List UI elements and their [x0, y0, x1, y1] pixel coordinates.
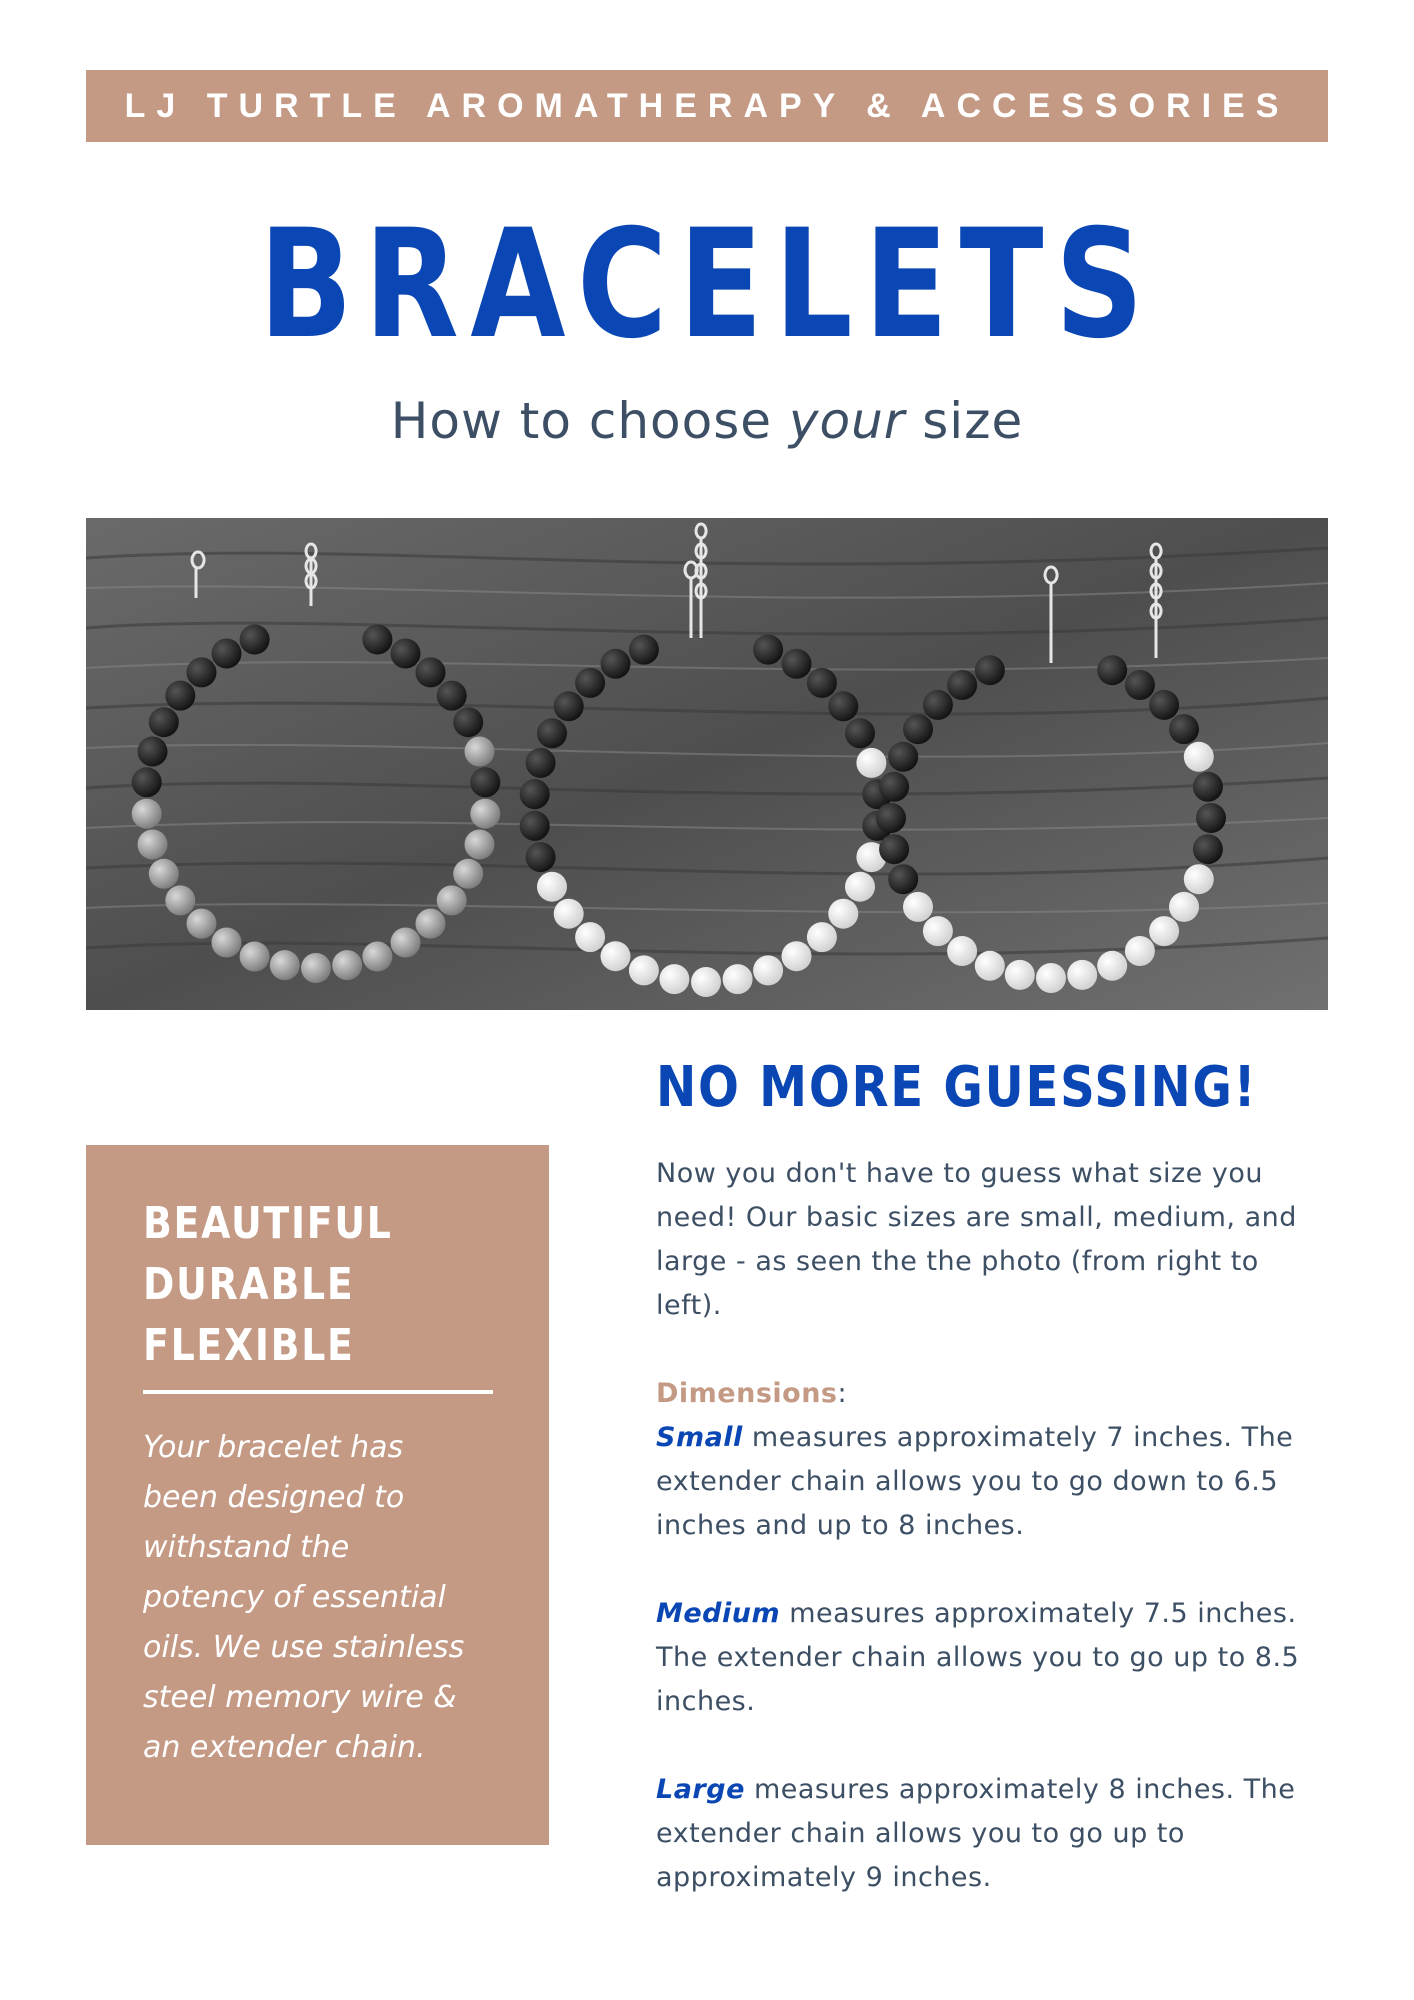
bead-0-27 [465, 830, 495, 860]
bead-2-14 [975, 655, 1005, 685]
size-medium-text: measures approximately 7.5 inches. The extender chain allows you to go up to 8.5 inches. [656, 1598, 1300, 1717]
bead-1-1 [659, 964, 689, 994]
bead-1-5 [554, 899, 584, 929]
bead-0-15 [240, 625, 270, 655]
bead-1-19 [753, 635, 783, 665]
feature-flexible: FLEXIBLE [143, 1320, 355, 1371]
bead-0-26 [470, 799, 500, 829]
bead-2-2 [975, 951, 1005, 981]
bead-0-30 [416, 909, 446, 939]
bead-0-21 [416, 657, 446, 687]
features-heading [143, 1193, 393, 1376]
dimensions-label: Dimensions [656, 1378, 838, 1409]
guide-intro: Now you don't have to guess what size you need! Our basic sizes are small, medium, and large - as seen the the photo (from right to left). [656, 1158, 1297, 1321]
features-divider [143, 1390, 493, 1394]
bead-2-31 [1067, 960, 1097, 990]
bead-2-7 [879, 834, 909, 864]
bead-2-20 [1149, 690, 1179, 720]
page-title: BRACELETS [258, 198, 1156, 372]
bead-1-23 [845, 718, 875, 748]
bead-1-30 [807, 922, 837, 952]
bead-2-23 [1193, 772, 1223, 802]
bead-1-28 [845, 872, 875, 902]
bead-0-23 [453, 707, 483, 737]
bead-1-22 [828, 691, 858, 721]
bead-0-2 [240, 942, 270, 972]
bead-0-19 [362, 625, 392, 655]
bead-0-11 [149, 707, 179, 737]
bead-2-25 [1193, 834, 1223, 864]
size-guide [656, 1152, 1316, 1900]
bead-0-7 [138, 830, 168, 860]
bead-0-28 [453, 859, 483, 889]
bead-2-5 [903, 892, 933, 922]
bead-2-29 [1125, 936, 1155, 966]
dimensions-colon: : [837, 1378, 848, 1409]
size-large-name: Large [656, 1774, 745, 1805]
feature-durable: DURABLE [143, 1259, 355, 1310]
bead-2-18 [1097, 655, 1127, 685]
size-small-text: measures approximately 7 inches. The extender chain allows you to go down to 6.5 inches and up to 8 inches. [656, 1422, 1294, 1541]
bead-2-13 [947, 670, 977, 700]
bead-0-5 [165, 885, 195, 915]
bead-0-6 [149, 859, 179, 889]
bracelets-photo-graphic [86, 518, 1328, 1010]
bead-0-24 [465, 737, 495, 767]
features-description: Your bracelet has been designed to withstand the potency of essential oils. We use stainless steel memory wire & an extender chain. [143, 1430, 465, 1765]
bead-1-3 [601, 941, 631, 971]
guide-heading: NO MORE GUESSING! [656, 1055, 1258, 1120]
bead-2-19 [1125, 670, 1155, 700]
bead-1-8 [520, 811, 550, 841]
subtitle-emphasis: your [788, 392, 906, 450]
bead-1-7 [526, 842, 556, 872]
bead-0-31 [391, 928, 421, 958]
bead-1-14 [601, 649, 631, 679]
bead-1-24 [856, 748, 886, 778]
bead-2-0 [1036, 963, 1066, 993]
bead-1-11 [537, 718, 567, 748]
bead-1-20 [782, 649, 812, 679]
bead-0-0 [301, 953, 331, 983]
size-large [656, 1768, 1316, 1900]
bead-0-9 [132, 767, 162, 797]
bead-2-26 [1184, 864, 1214, 894]
bead-2-9 [879, 772, 909, 802]
bead-0-4 [187, 909, 217, 939]
brand-name: LJ TURTLE AROMATHERAPY & ACCESSORIES [124, 86, 1290, 125]
bead-2-4 [923, 916, 953, 946]
bead-0-13 [187, 657, 217, 687]
subtitle-tail: size [905, 392, 1024, 450]
size-large-text: measures approximately 8 inches. The extender chain allows you to go up to approximately 9 inches. [656, 1774, 1296, 1893]
bead-1-0 [691, 967, 721, 997]
bead-0-32 [362, 942, 392, 972]
bead-1-4 [575, 922, 605, 952]
bead-0-22 [437, 681, 467, 711]
bead-0-20 [391, 639, 421, 669]
bead-2-12 [923, 690, 953, 720]
bead-1-31 [782, 941, 812, 971]
bead-2-11 [903, 714, 933, 744]
bead-0-8 [132, 799, 162, 829]
bead-1-29 [828, 899, 858, 929]
size-small [656, 1416, 1316, 1548]
bead-0-33 [332, 950, 362, 980]
bead-0-3 [212, 928, 242, 958]
feature-beautiful: BEAUTIFUL [143, 1198, 393, 1249]
size-medium [656, 1592, 1316, 1724]
bead-0-12 [165, 681, 195, 711]
bracelets-photo [86, 518, 1328, 1010]
bead-1-9 [520, 779, 550, 809]
subtitle-lead: How to choose [390, 392, 789, 450]
bead-1-15 [629, 635, 659, 665]
bead-2-10 [888, 742, 918, 772]
bead-1-2 [629, 955, 659, 985]
bead-1-32 [753, 955, 783, 985]
bead-2-21 [1169, 714, 1199, 744]
dimensions-heading [656, 1372, 1316, 1416]
features-panel [86, 1145, 549, 1845]
size-small-name: Small [656, 1422, 743, 1453]
bead-2-1 [1005, 960, 1035, 990]
bead-0-25 [470, 767, 500, 797]
bead-2-3 [947, 936, 977, 966]
page-subtitle [0, 392, 1414, 450]
bead-1-13 [575, 668, 605, 698]
bead-2-24 [1196, 803, 1226, 833]
bead-2-22 [1184, 742, 1214, 772]
bead-1-12 [554, 691, 584, 721]
bead-2-8 [876, 803, 906, 833]
bead-0-29 [437, 885, 467, 915]
bead-1-10 [526, 748, 556, 778]
bead-0-14 [212, 639, 242, 669]
brand-banner [86, 70, 1328, 142]
size-medium-name: Medium [656, 1598, 781, 1629]
bead-2-6 [888, 864, 918, 894]
bead-0-10 [138, 737, 168, 767]
bead-2-28 [1149, 916, 1179, 946]
bead-1-21 [807, 668, 837, 698]
bead-1-33 [723, 964, 753, 994]
bead-1-6 [537, 872, 567, 902]
bead-2-27 [1169, 892, 1199, 922]
bead-0-1 [270, 950, 300, 980]
bead-2-30 [1097, 951, 1127, 981]
